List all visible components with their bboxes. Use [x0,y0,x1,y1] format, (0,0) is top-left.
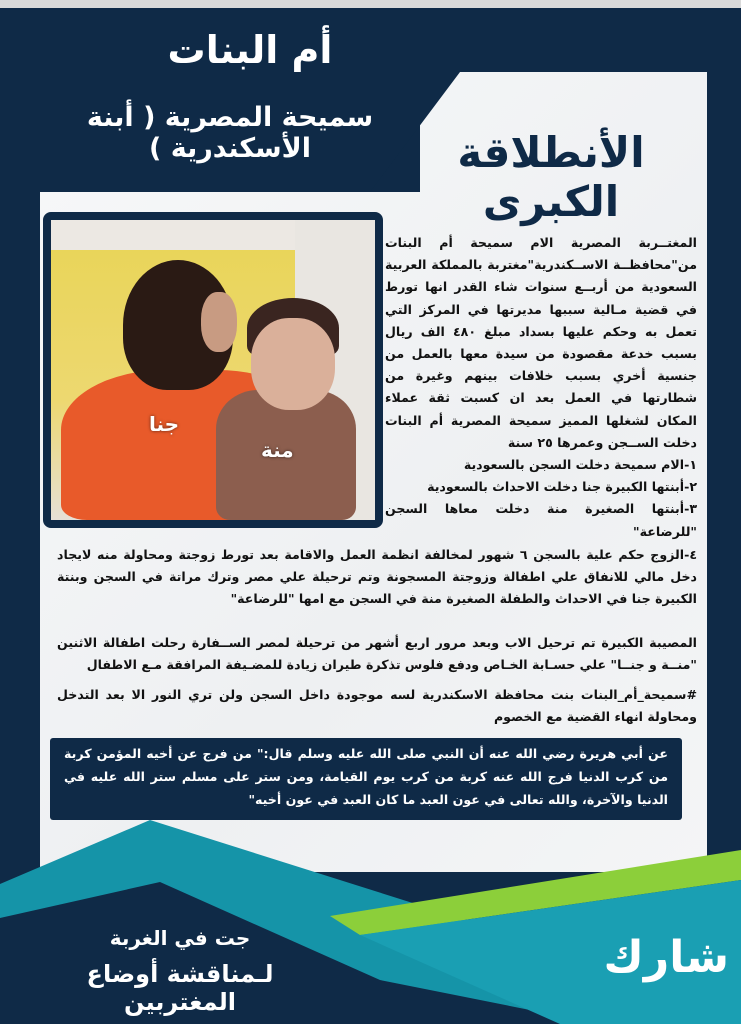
story-tragedy: المصيبة الكبيرة تم ترحيل الاب وبعد مرور اربع أشهر من ترحيلة لمصر الســفارة رحلت اطفالة الاثنين "منــة و جنــا" علي حسـابة الخـاص ودفع فلوس تذكرة طيران زيادة للمضـيفة المرافقة مـع الاطفال [57,635,697,673]
story-item-2: ٢-أبنتها الكبيرة جنا دخلت الاحداث بالسعودية [427,479,697,495]
photo-girls [43,212,383,528]
headline: الأنطلاقة الكبرى [457,128,645,226]
title-main: أم البنات [167,28,333,72]
top-strip [0,0,741,8]
title-sub: سميحة المصرية ( أبنة الأسكندرية ) [86,102,374,164]
story-closing: #سميحة_أم_البنات بنت محافظة الاسكندرية لسه موجودة داخل السجن ولن تري النور الا بعد التدخل ومحاولة انهاء القضية مع الخصوم [57,687,697,725]
story-item-4: ٤-الزوج حكم علية بالسجن ٦ شهور لمخالفة انظمة العمل والاقامة بعد تورط زوجتة ومحاولة منه لايجاد دخل مالي للانفاق علي اطفالة وزوجتة المسجونة وتم ترحيلة علي مصر وترك مراتة في السجن وبنتة الكبيرة جنا في الاحداث والطفلة الصغيرة منة في السجن مع امها "للرضاعة" [57,547,697,607]
story-intro [385,232,697,543]
girl-small-face [251,318,335,410]
story-item-3: ٣-أبنتها الصغيرة منة دخلت معاها السجن "للرضاعة" [385,501,697,539]
story-intro-text: المغتــربة المصرية الام سميحة أم البنات من"محافظــة الاســكندرية"مغتربة بالمملكة العربية السعودية من أربــع سنوات شاء القدر انها تورط في قضية مـالية سببها مديرتها في المركز التي تعمل به وحكم عليها بسداد مبلغ ٤٨٠ الف ريال بسبب خدعة مقصودة من سيدة معها بالعمل من جنسية أخري بسبب خلافات بينهم وغيرة من شطارتها في العمل بعد ان كسبت ثقة عملاء المكان لشغلها المميز سميحة المصرية أم البنات دخلت الســجن وعمرها ٢٥ سنة [385,235,697,450]
share-label: شارك [603,932,729,983]
name-label-mena: منة [261,438,294,462]
slogan-line-2: لـمناقشة أوضاع المغتربين [86,960,274,1016]
name-label-jana: جنا [149,412,180,436]
hadith-quote: عن أبي هريرة رضي الله عنه أن النبي صلى الله عليه وسلم قال:" من فرج عن أخيه المؤمن كربة من كرب الدنيا فرج الله عنه كربة من كرب يوم القيامة، ومن ستر على مسلم ستر الله عليه في الدنيا والآخرة، والله تعالى في عون العبد ما كان العبد في عون أخيه" [50,738,682,820]
girl-big-face [201,292,237,352]
slogan-line-1: جت في الغربة [109,926,251,950]
story-item-1: ١-الام سميحة دخلت السجن بالسعودية [463,457,697,473]
